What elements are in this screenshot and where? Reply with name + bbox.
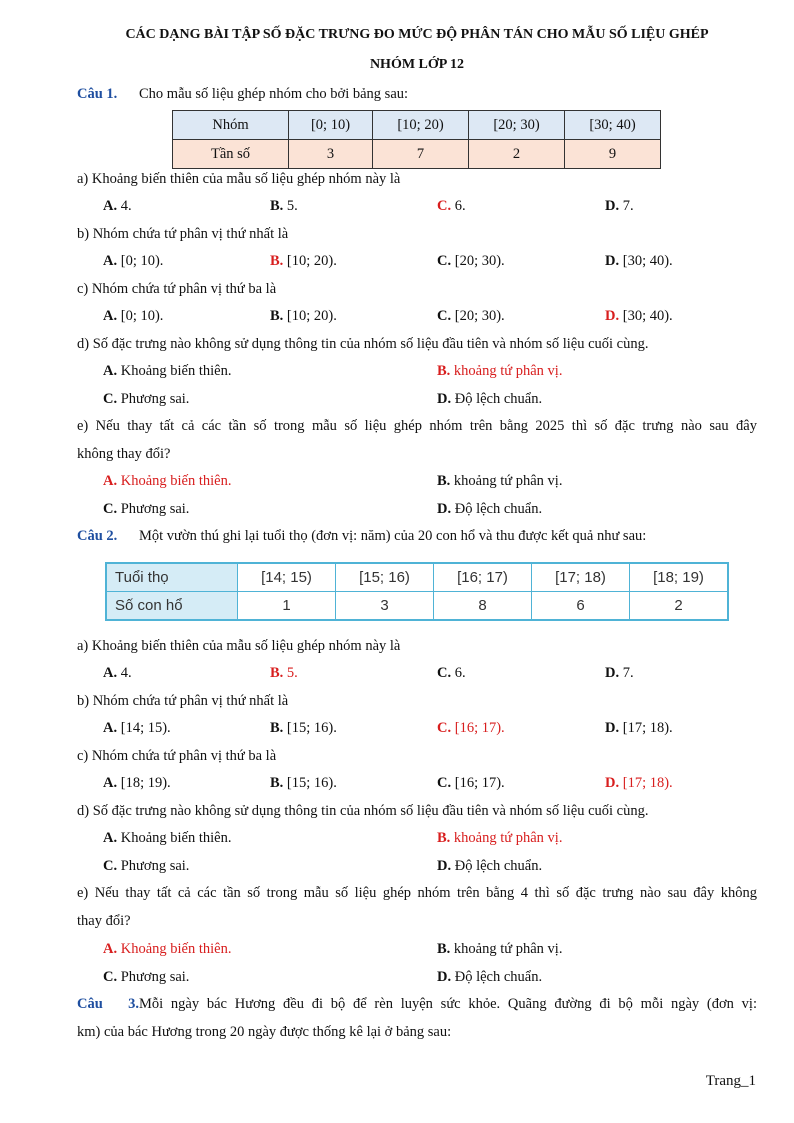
option-c: C. Phương sai. — [103, 969, 190, 985]
question-1-table — [172, 110, 661, 169]
question-2-table — [105, 562, 729, 621]
table-header-cell: [0; 10) — [289, 111, 373, 140]
q1a-text: a) Khoảng biến thiên của mẫu số liệu ghép nhóm này là — [77, 171, 401, 187]
question-2-number: Câu 2. — [77, 528, 118, 544]
q2d-text: d) Số đặc trưng nào không sử dụng thông tin của nhóm số liệu đầu tiên và nhóm số liệu cuối cùng. — [77, 803, 649, 819]
question-1-text: Cho mẫu số liệu ghép nhóm cho bởi bảng sau: — [139, 86, 409, 102]
q1b-text: b) Nhóm chứa tứ phân vị thứ nhất là — [77, 226, 289, 242]
table-header-cell: [15; 16) — [336, 563, 434, 592]
option-b: B. [15; 16). — [270, 775, 337, 791]
q2c-text: c) Nhóm chứa tứ phân vị thứ ba là — [77, 748, 277, 764]
option-a: A. Khoảng biến thiên. — [103, 830, 232, 846]
option-a: A. 4. — [103, 198, 132, 214]
q2e-options-row2 — [0, 969, 794, 989]
option-c: C. Phương sai. — [103, 858, 190, 874]
table-cell: Tần số — [173, 140, 289, 169]
table-header-cell: [16; 17) — [434, 563, 532, 592]
option-a: A. [0; 10). — [103, 308, 164, 324]
table-cell: 7 — [373, 140, 469, 169]
table-cell: 6 — [532, 592, 630, 621]
option-d: D. Độ lệch chuẩn. — [437, 391, 543, 407]
table-cell: 2 — [469, 140, 565, 169]
q2a-text: a) Khoảng biến thiên của mẫu số liệu ghép nhóm này là — [77, 638, 401, 654]
table-header-cell: Tuổi thọ — [106, 563, 238, 592]
q1e-text-line1: e) Nếu thay tất cả các tần số trong mẫu số liệu ghép nhóm trên bằng 2025 thì số đặc trưng nào sau đây — [77, 418, 757, 434]
option-d: D. [17; 18). — [605, 720, 673, 736]
q1c-text: c) Nhóm chứa tứ phân vị thứ ba là — [77, 281, 277, 297]
q2e-text-line2: thay đổi? — [77, 913, 131, 929]
question-2-text: Một vườn thú ghi lại tuổi thọ (đơn vị: năm) của 20 con hổ và thu được kết quả như sau: — [139, 528, 647, 544]
document-title-line1: CÁC DẠNG BÀI TẬP SỐ ĐẶC TRƯNG ĐO MỨC ĐỘ PHÂN TÁN CHO MẪU SỐ LIỆU GHÉP — [125, 27, 709, 42]
option-b: B. khoảng tứ phân vị. — [437, 830, 563, 846]
option-c: C. [16; 17). — [437, 720, 505, 736]
table-header-cell: [17; 18) — [532, 563, 630, 592]
option-a: A. [0; 10). — [103, 253, 164, 269]
q2b-text: b) Nhóm chứa tứ phân vị thứ nhất là — [77, 693, 289, 709]
option-b: B. 5. — [270, 198, 298, 214]
q1e-options-row2 — [0, 501, 794, 521]
option-c: C. [20; 30). — [437, 308, 505, 324]
table-cell: 9 — [565, 140, 661, 169]
table-cell: 3 — [289, 140, 373, 169]
option-c: C. [20; 30). — [437, 253, 505, 269]
option-b: B. [10; 20). — [270, 308, 337, 324]
question-2-stem — [77, 528, 757, 545]
option-a: A. 4. — [103, 665, 132, 681]
q1d-options-row2 — [0, 391, 794, 411]
option-d: D. Độ lệch chuẩn. — [437, 969, 543, 985]
table-cell: 2 — [630, 592, 729, 621]
question-3-stem-line2: km) của bác Hương trong 20 ngày được thống kê lại ở bảng sau: — [77, 1024, 452, 1040]
option-a: A. Khoảng biến thiên. — [103, 941, 232, 957]
question-1-stem — [77, 86, 757, 103]
option-a: A. [18; 19). — [103, 775, 171, 791]
option-c: C. [16; 17). — [437, 775, 505, 791]
option-c: C. 6. — [437, 198, 466, 214]
q1a-options — [0, 198, 794, 218]
table-cell: 8 — [434, 592, 532, 621]
question-1-number: Câu 1. — [77, 86, 118, 102]
option-b: B. [10; 20). — [270, 253, 337, 269]
q1e-options-row1 — [0, 473, 794, 493]
table-cell: 3 — [336, 592, 434, 621]
q2a-options — [0, 665, 794, 685]
question-3-number: Câu 3. — [77, 996, 139, 1012]
document-title-line2: NHÓM LỚP 12 — [369, 57, 465, 72]
q1b-options — [0, 253, 794, 273]
q1d-text: d) Số đặc trưng nào không sử dụng thông tin của nhóm số liệu đầu tiên và nhóm số liệu cuối cùng. — [77, 336, 649, 352]
q1c-options — [0, 308, 794, 328]
table-header-cell: [10; 20) — [373, 111, 469, 140]
table-header-cell: Nhóm — [173, 111, 289, 140]
q2d-options-row1 — [0, 830, 794, 850]
option-d: D. 7. — [605, 198, 634, 214]
option-b: B. khoảng tứ phân vị. — [437, 473, 563, 489]
q1d-options-row1 — [0, 363, 794, 383]
q2b-options — [0, 720, 794, 740]
question-3-text: Mỗi ngày bác Hương đều đi bộ để rèn luyện sức khỏe. Quãng đường đi bộ mỗi ngày (đơn vị: — [139, 996, 757, 1012]
question-3-stem-line1 — [77, 996, 757, 1013]
q2e-text-line1: e) Nếu thay tất cả các tần số trong mẫu số liệu ghép nhóm trên bằng 4 thì số đặc trưng nào sau đây không — [77, 885, 757, 901]
option-b: B. 5. — [270, 665, 298, 681]
option-c: C. Phương sai. — [103, 391, 190, 407]
option-d: D. Độ lệch chuẩn. — [437, 501, 543, 517]
option-a: A. Khoảng biến thiên. — [103, 363, 232, 379]
q2c-options — [0, 775, 794, 795]
table-header-cell: Số con hổ — [106, 592, 238, 621]
table-header-cell: [30; 40) — [565, 111, 661, 140]
option-d: D. [30; 40). — [605, 253, 673, 269]
option-d: D. Độ lệch chuẩn. — [437, 858, 543, 874]
option-a: A. [14; 15). — [103, 720, 171, 736]
option-d: D. 7. — [605, 665, 634, 681]
page-number: Trang_1 — [705, 1073, 756, 1089]
option-b: B. khoảng tứ phân vị. — [437, 363, 563, 379]
table-cell: 1 — [238, 592, 336, 621]
option-d: D. [17; 18). — [605, 775, 673, 791]
option-d: D. [30; 40). — [605, 308, 673, 324]
q2e-options-row1 — [0, 941, 794, 961]
option-b: B. [15; 16). — [270, 720, 337, 736]
table-header-cell: [20; 30) — [469, 111, 565, 140]
q2d-options-row2 — [0, 858, 794, 878]
option-b: B. khoảng tứ phân vị. — [437, 941, 563, 957]
option-a: A. Khoảng biến thiên. — [103, 473, 232, 489]
table-header-cell: [14; 15) — [238, 563, 336, 592]
q1e-text-line2: không thay đổi? — [77, 446, 171, 462]
option-c: C. 6. — [437, 665, 466, 681]
option-c: C. Phương sai. — [103, 501, 190, 517]
table-header-cell: [18; 19) — [630, 563, 729, 592]
